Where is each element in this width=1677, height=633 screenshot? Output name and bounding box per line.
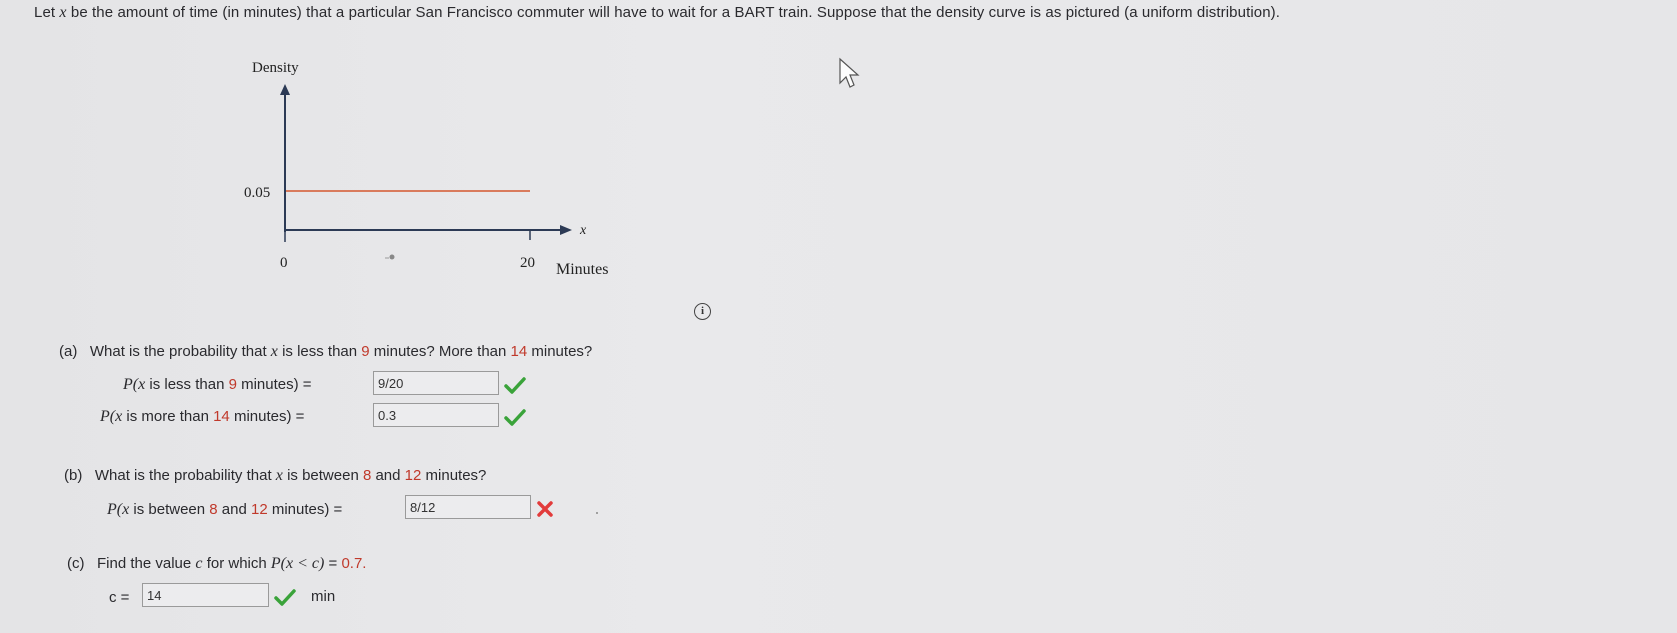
prob-p: P( [123, 376, 139, 393]
part-a-q-text: What is the probability that [89, 343, 271, 360]
part-c-value: 0.7. [341, 555, 367, 572]
prob-p: P( [100, 408, 116, 425]
part-a-num-14: 14 [510, 343, 528, 360]
part-b-row-label [107, 501, 342, 519]
part-c-question [67, 555, 366, 573]
x-mark-icon [536, 500, 554, 518]
part-c-letter: (c) [67, 555, 85, 572]
x-axis-arrow [560, 225, 572, 235]
prob-text: is less than [145, 376, 229, 393]
prob-text3: minutes) = [267, 501, 343, 518]
part-c-var: c [195, 555, 203, 572]
part-a-row1-label [123, 376, 312, 394]
part-a-var: x [270, 343, 278, 360]
part-b-q-text2: is between [282, 467, 363, 484]
part-b-q-text4: minutes? [421, 467, 487, 484]
part-b-q-text3: and [371, 467, 405, 484]
unit-label: min [311, 588, 336, 605]
part-a-q-text2: is less than [277, 343, 362, 360]
intro-text: Let [34, 4, 60, 21]
info-icon[interactable]: i [694, 303, 711, 320]
prob-var: x [115, 408, 123, 425]
prob-num-12: 12 [250, 501, 268, 518]
y-axis-arrow [280, 84, 290, 95]
intro-text-rest: be the amount of time (in minutes) that a particular San Francisco commuter will have to wait for a BART train. Suppose that the density curve is as pictured (a uniform distribution). [66, 4, 1281, 21]
x-axis-variable: x [580, 223, 587, 238]
prob-num: 9 [228, 376, 237, 393]
part-b-letter: (b) [64, 467, 83, 484]
small-mark [385, 255, 395, 260]
check-icon [504, 408, 526, 426]
part-a-q-text4: minutes? [527, 343, 593, 360]
x-tick-label-20: 20 [520, 255, 535, 271]
prob-var: x [138, 376, 146, 393]
part-a-num-9: 9 [361, 343, 370, 360]
part-b-var: x [275, 467, 283, 484]
part-c-answer-label: c = [109, 589, 130, 606]
problem-statement [34, 4, 1280, 22]
answer-a2-input[interactable]: 0.3 [373, 403, 499, 427]
part-b-question [64, 467, 486, 485]
answer-b-input[interactable]: 8/12 [405, 495, 531, 519]
prob-p: P( [107, 501, 123, 518]
part-c-q-text: Find the value [97, 555, 196, 572]
part-a-letter: (a) [59, 343, 78, 360]
density-graph [240, 52, 640, 282]
part-b-num-8: 8 [362, 467, 372, 484]
prob-num-8: 8 [209, 501, 218, 518]
part-c-expr: P(x < c) [270, 555, 325, 572]
part-c-equals: = [324, 555, 342, 572]
dot [596, 512, 598, 514]
prob-text: is more than [122, 408, 214, 425]
part-c-q-text2: for which [202, 555, 271, 572]
answer-a1-input[interactable]: 9/20 [373, 371, 499, 395]
part-a-q-text3: minutes? More than [369, 343, 511, 360]
x-tick-label-0: 0 [280, 255, 288, 271]
part-a-row2-label [100, 408, 304, 426]
x-axis-unit: Minutes [556, 261, 609, 278]
part-b-num-12: 12 [404, 467, 422, 484]
prob-text2: and [217, 501, 251, 518]
prob-text2: minutes) = [229, 408, 305, 425]
prob-text: is between [129, 501, 210, 518]
density-tick-label: 0.05 [244, 185, 271, 201]
part-b-q-text: What is the probability that [94, 467, 276, 484]
y-axis-label: Density [252, 60, 299, 76]
mouse-pointer-icon [838, 57, 866, 93]
part-a-question [59, 343, 592, 361]
intro-variable: x [59, 4, 67, 21]
prob-num: 14 [213, 408, 230, 425]
prob-text2: minutes) = [236, 376, 312, 393]
answer-c-input[interactable]: 14 [142, 583, 269, 607]
prob-var: x [122, 501, 130, 518]
check-icon [274, 588, 296, 606]
check-icon [504, 376, 526, 394]
